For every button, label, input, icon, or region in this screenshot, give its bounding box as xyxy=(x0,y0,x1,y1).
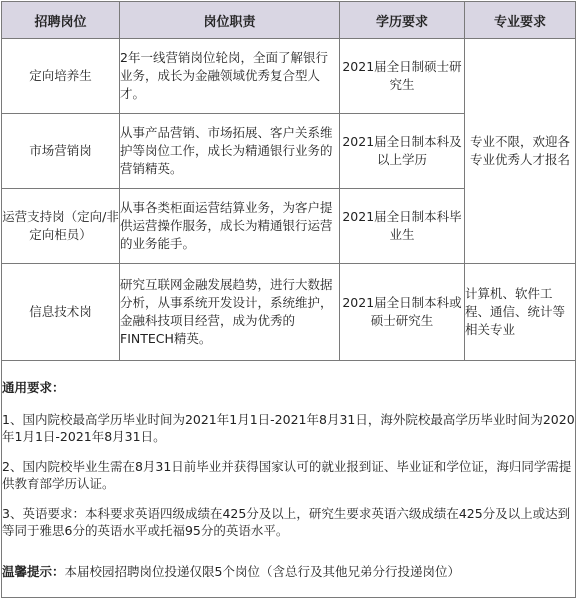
duty-cell: 从事各类柜面运营结算业务，为客户提供运营操作服务，成长为精通银行运营的业务能手。 xyxy=(120,189,340,264)
table-row xyxy=(2,264,576,361)
requirement-item-1: 1、国内院校最高学历毕业时间为2021年1月1日-2021年8月31日，海外院校最高学历毕业时间为2020年1月1日-2021年8月31日。 xyxy=(2,411,575,444)
major-cell-shared: 专业不限，欢迎各专业优秀人才报名 xyxy=(465,39,576,264)
position-cell: 市场营销岗 xyxy=(2,114,120,189)
duty-cell: 从事产品营销、市场拓展、客户关系维护等岗位工作，成长为精通银行业务的营销精英。 xyxy=(120,114,340,189)
recruitment-document xyxy=(1,1,577,608)
general-requirements xyxy=(2,361,576,598)
position-cell: 信息技术岗 xyxy=(2,264,120,361)
header-major: 专业要求 xyxy=(465,2,576,39)
tip-label: 温馨提示： xyxy=(2,563,65,579)
duty-cell: 研究互联网金融发展趋势，进行大数据分析，从事系统开发设计，系统维护，金融科技项目经营，成为优秀的FINTECH精英。 xyxy=(120,264,340,361)
header-education: 学历要求 xyxy=(340,2,465,39)
header-duty: 岗位职责 xyxy=(120,2,340,39)
header-position: 招聘岗位 xyxy=(2,2,120,39)
education-cell: 2021届全日制硕士研究生 xyxy=(340,39,465,114)
education-cell: 2021届全日制本科及以上学历 xyxy=(340,114,465,189)
requirement-item-2: 2、国内院校毕业生需在8月31日前毕业并获得国家认可的就业报到证、毕业证和学位证，海归同学需提供教育部学历认证。 xyxy=(2,458,572,491)
major-cell-it: 计算机、软件工程、通信、统计等相关专业 xyxy=(465,264,576,361)
duty-cell: 2年一线营销岗位轮岗，全面了解银行业务，成长为金融领域优秀复合型人才。 xyxy=(120,39,340,114)
position-cell: 运营支持岗（定向/非定向柜员） xyxy=(2,189,120,264)
education-cell: 2021届全日制本科或硕士研究生 xyxy=(340,264,465,361)
tip-line xyxy=(2,563,575,580)
position-cell: 定向培养生 xyxy=(2,39,120,114)
tip-text: 本届校园招聘岗位投递仅限5个岗位（含总行及其他兄弟分行投递岗位） xyxy=(64,563,460,579)
education-cell: 2021届全日制本科毕业生 xyxy=(340,189,465,264)
requirement-item-3: 3、英语要求：本科要求英语四级成绩在425分及以上，研究生要求英语六级成绩在425分及以上或达到等同于雅思6分的英语水平或托福95分的英语水平。 xyxy=(2,505,571,538)
table-header-row xyxy=(2,2,576,39)
recruitment-table xyxy=(1,1,576,598)
general-requirements-title: 通用要求： xyxy=(2,379,65,395)
table-row xyxy=(2,39,576,114)
notes-row xyxy=(2,361,576,598)
